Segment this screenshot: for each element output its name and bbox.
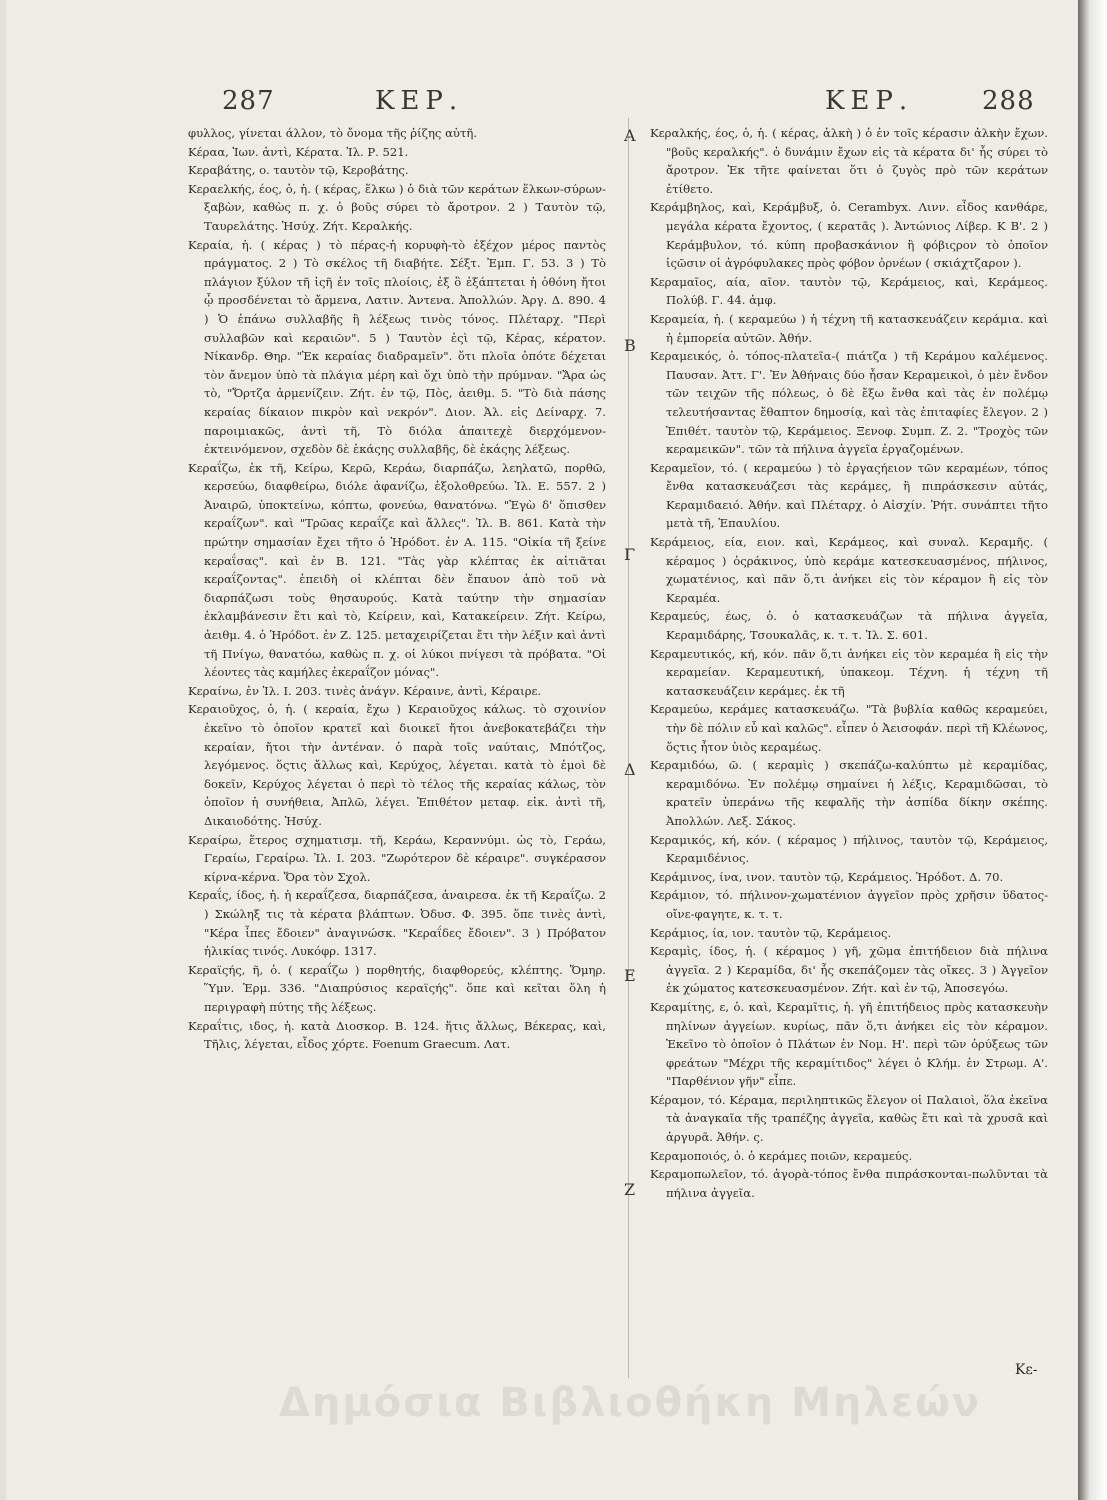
margin-letter-epsilon: E [624, 966, 636, 985]
scan-shadow [1078, 0, 1107, 1500]
dictionary-entry: Κεραΐς, ίδος, ἡ. ἡ κεραΐζεσα, διαρπάζεσα, ἀναιρεσα. ἐκ τῆ Κεραΐζω. 2 ) Σκώληξ τις τὰ κέρατα βλάπτων. Ὀδυσ. Φ. 395. ὅπε τινὲς ἀντὶ, "Κέρα ἶπες ἔδοιεν" ἀναγινώσκ. "Κεραΐδες ἔδοιεν". 3 ) Πρόβατον ἡλικίας τινός. Λυκόφρ. 1317. [188, 888, 606, 959]
dictionary-entry: Κεραμεικός, ὁ. τόπος-πλατεῖα-( πιάτζα ) τῆ Κεράμου καλέμενος. Παυσαν. Ἀττ. Γ'. Ἐν Ἀθήναις δύο ἦσαν Κεραμεικοὶ, ὁ μὲν ἔνδον τῶν τειχῶν τῆς πόλεως, ὁ δὲ ἔξω ἔνθα καὶ τὰς ἐν πολέμῳ τελευτήσαντας ἔθαπτον δημοσίᾳ, καὶ τὰς ἐπιταφίες ἔλεγον. 2 ) Ἐπιθέτ. ταυτὸν τῷ, Κεράμειος. Ξενοφ. Συμπ. Ζ. 2. "Τροχὸς τῶν κεραμεικῶν". τῶν τὰ πήλινα ἀγγεῖα ἐργαζομένων. [650, 349, 1048, 457]
dictionary-entry: φυλλος, γίνεται άλλον, τὸ ὄνομα τῆς ῥίζης αὐτῆ. [188, 126, 478, 140]
dictionary-entry: Κεραμευτικός, κή, κόν. πᾶν ὅ,τι ἀνήκει εἰς τὸν κεραμέα ἢ εἰς τὴν κεραμείαν. Κεραμευτική, ὑπακεομ. Τέχνη. ἡ τέχνη τῆ κατασκευάζειν κεράμες. ἐκ τῆ [650, 646, 1048, 698]
dictionary-entry: Κεραμεύς, έως, ὁ. ὁ κατασκευάζων τὰ πήλινα ἀγγεῖα, Κεραμιδάρης, Τσουκαλᾶς, κ. τ. τ. Ἰλ. Σ. 601. [650, 609, 1048, 643]
dictionary-entry: Κεραμοποιός, ὁ. ὁ κεράμες ποιῶν, κεραμεύς. [650, 1148, 913, 1163]
scan-edge [0, 0, 6, 1500]
dictionary-entry: Κεραμεία, ἡ. ( κεραμεύω ) ἡ τέχνη τῆ κατασκευάζειν κεράμια. καὶ ἡ ἐμπορεία αὐτῶν. Ἀθήν. [650, 311, 1048, 345]
margin-letter-zeta: Z [624, 1180, 636, 1199]
dictionary-entry: Κεραλκής, έος, ὁ, ἡ. ( κέρας, ἀλκὴ ) ὁ ἐν τοῖς κέρασιν ἀλκὴν ἔχων. "βοῦς κεραλκής". ὁ δυνάμιν ἔχων εἰς τὰ κέρατα δι' ἧς σύρει τὸ ἄροτρον. Ἐκ τῆτε φαίνεται ὅτι ὁ ζυγὸς πρὸ τῶν κεράτων ἐτίθετο. [650, 126, 1048, 196]
left-column [188, 124, 606, 1054]
dictionary-entry: Κεραμεύω, κεράμες κατασκευάζω. "Τὰ βυβλία καθῶς κεραμεύει, τὴν δὲ πόλιν εὖ καὶ καλῶς". εἶπεν ὁ Ἀεισοφάν. περὶ τῆ Κλέωνος, ὅςτις ἦτον ὑιὸς κεραμέως. [650, 702, 1048, 754]
dictionary-entry: Κεράμιος, ία, ιον. ταυτὸν τῷ, Κεράμειος. [650, 925, 892, 940]
margin-letter-beta: B [624, 336, 636, 355]
dictionary-entry: Κεραμικός, κή, κόν. ( κέραμος ) πήλινος, ταυτὸν τῷ, Κεράμειος, Κεραμιδένιος. [650, 832, 1048, 866]
dictionary-entry: Κεράμειος, εία, ειον. καὶ, Κεράμεος, καὶ συναλ. Κεραμῆς. ( κέραμος ) ὀςράκινος, ὑπὸ κεράμε κατεσκευασμένος, πήλινος, χωματένιος, καὶ πᾶν ὅ,τι ἀνήκει εἰς τὸν κέραμον ἢ εἰς τὸν Κεραμέα. [650, 535, 1048, 605]
dictionary-entry: Κεραμιδόω, ῶ. ( κεραμὶς ) σκεπάζω-καλύπτω μὲ κεραμίδας, κεραμιδόνω. Ἐν πολέμῳ σημαίνει ἡ λέξις, Κεραμιδῶσαι, τὸ κρατεῖν ὑπεράνω τῆς κεφαλῆς τὴν ἀσπίδα δίκην σκέπης. Ἀπολλών. Λεξ. Σάκος. [650, 758, 1048, 828]
margin-letter-gamma: Γ [624, 545, 636, 564]
dictionary-entry: Κεραϊςής, ῆ, ὁ. ( κεραΐζω ) πορθητής, διαφθορεύς, κλέπτης. Ὅμηρ. Ὕμν. Ἑρμ. 336. "Διαπρύσιος κεραϊςής". ὅπε καὶ κεῖται ὅλη ἡ περιγραφὴ πύτης τῆς λέξεως. [188, 962, 606, 1014]
dictionary-entry: Κεραίρω, ἕτερος σχηματισμ. τῆ, Κεράω, Κεραννύμι. ὡς τὸ, Γεράω, Γεραίω, Γεραίρω. Ἰλ. Ι. 203. "Ζωρότερον δὲ κέραιρε". συγκέρασον κίρνα-κέρνα. Ὅρα τὸν Σχολ. [188, 832, 606, 884]
dictionary-entry: Κεράμινος, ίνα, ινον. ταυτὸν τῷ, Κεράμειος. Ἡρόδοτ. Δ. 70. [650, 869, 1004, 884]
dictionary-entry: Κεραΐτις, ιδος, ἡ. κατὰ Διοσκορ. Β. 124. ἥτις ἄλλως, Βέκερας, καὶ, Τῆλις, λέγεται, εἶδος χόρτε. Foenum Graecum. Λατ. [188, 1018, 606, 1052]
dictionary-entry: Κεραίνω, ἐν Ἰλ. Ι. 203. τινὲς ἀνάγν. Κέραινε, ἀντὶ, Κέραιρε. [188, 683, 542, 698]
dictionary-entry: Κεράμβηλος, καὶ, Κεράμβυξ, ὁ. Cerambyx. Λινν. εἶδος κανθάρε, μεγάλα κέρατα ἔχοντος, ( κερατᾶς ). Ἀντώνιος Λίβερ. Κ Β'. 2 ) Κεράμβυλον, τό. κύπη προβασκάνιον ἢ φόβιςρον τὸ ὁποῖον ἱςῶσιν οἱ ἀγρόφυλακες πρὸς φόβον ὀρνέων ( σκιάχτζαρον ). [650, 200, 1048, 271]
dictionary-entry: Κέραμον, τό. Κέραμα, περιληπτικῶς ἔλεγον οἱ Παλαιοὶ, ὅλα ἐκεῖνα τὰ ἀναγκαῖα τῆς τραπέζης ἀγγεῖα, καθὼς ἔτι καὶ τὰ χρυσᾶ καὶ ἀργυρᾶ. Ἀθήν. ς. [650, 1092, 1048, 1145]
dictionary-entry: Κεραμίτης, ε, ὁ. καὶ, Κεραμῖτις, ἡ. γῆ ἐπιτήδειος πρὸς κατασκευὴν πηλίνων ἀγγείων. κυρίως, πᾶν ὅ,τι ἀνήκει εἰς τὸν κέραμον. Ἐκεῖνο τὸ ὁποῖον ὁ Πλάτων ἐν Νομ. Η'. περὶ τῶν ὀρύξεως τῶν φρεάτων "Μέχρι τῆς κεραμίτιδος" λέγει ὁ Κλήμ. ἐν Στρωμ. Α'. "Παρθένιον γῆν" εἶπε. [650, 999, 1048, 1089]
catchword: Κε- [1015, 1362, 1038, 1378]
right-column [650, 124, 1048, 1202]
left-page-number: 287 [222, 86, 275, 116]
dictionary-entry: Κέραα, Ἰων. ἀντὶ, Κέρατα. Ἰλ. Ρ. 521. [188, 144, 409, 159]
dictionary-entry: Κεραβάτης, ο. ταυτὸν τῷ, Κεροβάτης. [188, 163, 409, 178]
dictionary-entry: Κεραΐζω, ἐκ τῆ, Κείρω, Κερῶ, Κεράω, διαρπάζω, λεηλατῶ, πορθῶ, κερσεύω, διαφθείρω, διόλε ἀφανίζω, ἐξολοθρεύω. Ἰλ. Ε. 557. 2 ) Ἀναιρῶ, ὑποκτείνω, κόπτω, φονεύω, θανατόνω. "Ἐγὼ δ' ὅπισθεν κεραΐζων". καὶ "Τρῶας κεραΐζε καὶ ἄλλες". Ἰλ. Β. 861. Κατὰ τὴν πρώτην σημασίαν ἔχει τῆτο ὁ Ἡρόδοτ. ἐν Α. 115. "Οἰκία τῆ ξείνε κεραΐσας". καὶ ἐν Β. 121. "Τὰς γὰρ κλέπτας ἐκ αἰτιᾶται κεραΐζοντας". ἐπειδὴ οἱ κλέπται δὲν ἔπαυον ἀπὸ τοῦ νὰ διαρπάζωσι τοὺς θησαυρούς. Κατὰ ταύτην τὴν σημασίαν ἐκλαμβάνεσιν ἔτι καὶ τὸ, Κείρειν, καὶ, Κατακείρειν. Ζήτ. Κείρω, ἀειθμ. 4. ὁ Ἡρόδοτ. ἐν Ζ. 125. μεταχειρίζεται ἔτι τὴν λέξιν καὶ ἀντὶ τῆ Πνίγω, θανατόω, καθὼς π. χ. οἱ λύκοι πνίγεσι τὰ πρόβατα. "Οἱ λέοντες τὰς καμήλες ἐκεραΐζον μόνας". [188, 460, 606, 680]
dictionary-entry: Κεραμαῖος, αία, αῖον. ταυτὸν τῷ, Κεράμειος, καὶ, Κεράμεος. Πολύβ. Γ. 44. ἀμφ. [650, 274, 1048, 308]
margin-letter-alpha: A [624, 126, 636, 145]
right-page-number: 288 [982, 86, 1035, 116]
dictionary-entry: Κεραμὶς, ίδος, ἡ. ( κέραμος ) γῆ, χῶμα ἐπιτήδειον διὰ πήλινα ἀγγεῖα. 2 ) Κεραμίδα, δι' ἧς σκεπάζομεν τὰς οἴκες. 3 ) Ἀγγεῖον ἐκ χώματος κατεσκευασμένον. Ζήτ. καὶ ἐν τῷ, Ἀποσεγόω. [650, 944, 1048, 996]
dictionary-entry: Κεραία, ἡ. ( κέρας ) τὸ πέρας-ἡ κορυφὴ-τὸ ἐξέχον μέρος παντὸς πράγματος. 2 ) Τὸ σκέλος τῆ διαβήτε. Σέξτ. Ἐμπ. Γ. 53. 3 ) Τὸ πλάγιον ξύλον τῆ ἱςῆ ἐν τοῖς πλοίοις, ἐξ ὃ ἐξάπτεται ἡ ὀθόνη ἤτοι ᾧ προσδένεται τὸ ἄρμενα, Λατιν. Ἀντενα. Ἀπολλών. Ἀργ. Δ. 890. 4 ) Ὁ ἐπάνω συλλαβῆς ἢ λέξεως τινὸς τόνος. Πλέταρχ. "Περὶ συλλαβῶν καὶ κεραιῶν". 5 ) Ταυτὸν ἐςὶ τῷ, Κέρας, κέρατον. Νίκανδρ. Θηρ. "Ἐκ κεραίας διαδραμεῖν". ὅτι πλοῖα ὁπότε δέχεται τὸν ἄνεμον ὑπὸ τὰ πλάγια μέρη καὶ ὄχι ὑπὸ τὴν πρύμναν. "Ἄρα ὡς τὸ, "Ὄρτζα ἀρμενίζειν. Ζήτ. ἐν τῷ, Πὸς, ἀειθμ. 5. "Τὸ διὰ πάσης κεραίας δίκαιον πικρὸν καὶ νεκρόν". Διον. Ἀλ. εἰς Δείναρχ. 7. παροιμιακῶς, ἀντὶ τῆ, Τὸ διόλα ἀπαιτεχὲ διερχόμενον-ἐκτεινόμενον, σχεδὸν δὲ ἑκάςης συλλαβῆς, δὲ ἑκάςης λέξεως. [188, 237, 606, 457]
dictionary-entry: Κεραελκής, έος, ὁ, ἡ. ( κέρας, ἕλκω ) ὁ διὰ τῶν κεράτων ἕλκων-σύρων-ξαβὼν, καθὼς π. χ. ὁ βοῦς σύρει τὸ ἄροτρον. 2 ) Ταυτὸν τῷ, Ταυρελάτης. Ἡσύχ. Ζήτ. Κεραλκής. [188, 181, 606, 233]
right-running-head: ΚΕΡ. [825, 86, 914, 116]
dictionary-entry: Κεραιοῦχος, ὁ, ἡ. ( κεραία, ἔχω ) Κεραιοῦχος κάλως. τὸ σχοινίον ἐκεῖνο τὸ ὁποῖον κρατεῖ καὶ διοικεῖ ἤτοι ἀνεβοκατεβάζει τὴν κεραίαν, ἤτοι τὴν ἀντέναν. ὁ παρὰ τοῖς ναύταις, Μπότζος, λεγόμενος. ὅςτις ἄλλως καὶ, Κερύχος, λέγεται. κατὰ τὸ ἐμοὶ δὲ δοκεῖν, Κερύχος λέγεται ὁ περὶ τὸ τέλος τῆς κεραίας κάλως, τὸν ὁποῖον ἡ συνήθεια, Ἀπλῶ, λέγει. Ἐπιθέτον μεταφ. εἰκ. ἀντὶ τῆ, Δικαιοδότης. Ἡσύχ. [188, 702, 606, 828]
dictionary-entry: Κεραμεῖον, τό. ( κεραμεύω ) τὸ ἐργαςήειον τῶν κεραμέων, τόπος ἔνθα κατασκευάζεσι τὰς κεράμες, ἢ πιπράσκεσιν αὐτάς, Κεραμιδαειό. Ἀθήν. καὶ Πλέταρχ. ὁ Αἰσχίν. Ῥήτ. συνάπτει τῆτο μετὰ τῆ, Ἐπαυλίου. [650, 460, 1048, 531]
margin-letter-delta: Δ [624, 760, 636, 779]
dictionary-entry: Κεράμιον, τό. πήλινον-χωματένιον ἀγγεῖον πρὸς χρῆσιν ὕδατος-οἴνε-φαγητε, κ. τ. τ. [650, 888, 1048, 921]
library-watermark: Δημόσια Βιβλιοθήκη Μηλεών [278, 1380, 982, 1426]
left-running-head: ΚΕΡ. [375, 86, 464, 116]
dictionary-entry: Κεραμοπωλεῖον, τό. ἀγορὰ-τόπος ἔνθα πιπράσκονται-πωλῦνται τὰ πήλινα ἀγγεῖα. [650, 1167, 1048, 1200]
